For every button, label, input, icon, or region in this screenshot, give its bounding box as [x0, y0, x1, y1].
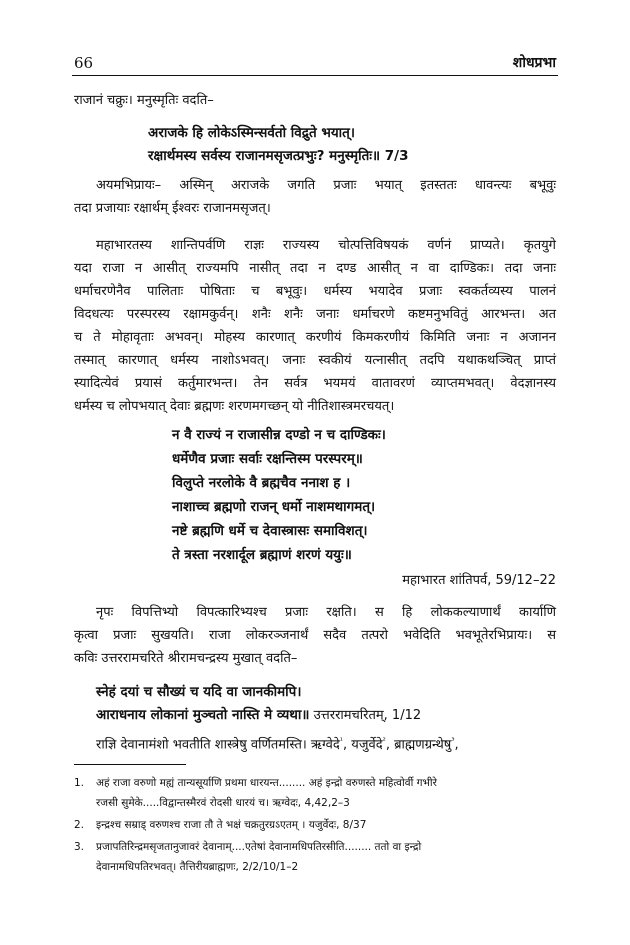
verse-text: आराधनाय लोकानां मुञ्चतो नास्ति मे व्यथा॥ — [96, 707, 310, 723]
verse-line: ते त्रस्ता नरशार्दूल ब्रह्माणं शरणं ययुः॥ — [172, 547, 352, 563]
verse-citation: उत्तररामचरितम्, 1/12 — [313, 708, 422, 723]
footnote — [74, 776, 564, 791]
body-line: धर्माचरणेनैव पालिताः पोषिताः च बभूवुः। धर्मस्य भयादेव प्रजाः स्वकर्तव्यस्य पालनं — [74, 284, 556, 299]
body-line: कृत्वा प्रजाः सुखयति। राजा लोकरञ्जनार्थं सदैव तत्परो भवेदिति भवभूतेरभिप्रायः। स — [74, 628, 556, 643]
verse-line: अराजके हि लोकेऽस्मिन्सर्वतो विद्रुते भयात्। — [148, 125, 355, 141]
body-line: राजानं चक्रुः। मनुस्मृतिः वदति– — [74, 93, 214, 108]
footnote-text: देवानामधिपतिरभवत्। तैत्तिरीयब्राह्मणः, 2/2/10/1–2 — [96, 861, 299, 873]
verse-line: विलुप्ते नरलोके वै ब्रह्मचैव ननाश ह । — [172, 475, 351, 491]
verse-line: नष्टे ब्रह्मणि धर्मे च देवास्त्रासः समाविशत्। — [172, 523, 368, 539]
body-text: राज्ञि देवानामंशो भवतीति शास्त्रेषु वर्णितमस्ति। ऋग्वेदे — [96, 737, 340, 753]
body-line-with-footnotes — [96, 732, 556, 754]
running-title: शोधप्रभा — [512, 55, 556, 71]
footnote-ref[interactable]: ³ — [451, 736, 455, 745]
footnote-text: अहं राजा वरुणो मह्यं तान्यसूर्याणि प्रथमा धारयन्त........ अहं इन्द्रो वरुणस्ते महित्वोर्वी गभीरे — [96, 777, 437, 789]
footnote-number: 3. — [74, 841, 85, 853]
footnote — [74, 840, 564, 855]
verse-line: धर्मेणैव प्रजाः सर्वाः रक्षन्तिस्म परस्परम्॥ — [172, 451, 363, 467]
verse-line: नाशाच्च ब्रह्मणो राजन् धर्मो नाशमथागमत्। — [172, 499, 376, 515]
footnote-text: प्रजापतिरिन्द्रमसृजतानुजावरं देवानाम्....एतेषां देवानामधिपतिरसीति........ ततो वा इन्द्रो — [96, 841, 422, 853]
verse-line: स्नेहं दयां च सौख्यं च यदि वा जानकीमपि। — [96, 684, 302, 700]
verse-line: रक्षार्थमस्य सर्वस्य राजानमसृजत्प्रभुः? मनुस्मृतिः॥ 7/3 — [148, 148, 409, 164]
body-line: कविः उत्तररामचरिते श्रीरामचन्द्रस्य मुखात् वदति– — [74, 651, 298, 666]
footnote-continuation — [74, 860, 586, 875]
body-line: तदा प्रजायाः रक्षार्थम् ईश्वरः राजानमसृजत्। — [74, 201, 271, 216]
body-text: , — [454, 737, 459, 753]
footnote — [74, 818, 564, 833]
page-number: 66 — [74, 54, 94, 72]
footnote-number: 2. — [74, 819, 85, 831]
body-line: नृपः विपत्तिभ्यो विपत्कारिभ्यश्च प्रजाः रक्षति। स हि लोककल्याणार्थं कार्याणि — [96, 605, 556, 620]
body-line: अयमभिप्रायः– अस्मिन् अराजके जगति प्रजाः भयात् इतस्ततः धावन्त्यः बभूवुः — [96, 178, 556, 193]
page-header — [74, 48, 556, 72]
footnote-number: 1. — [74, 777, 85, 789]
body-text: , ब्राह्मणग्रन्थेषु — [385, 737, 452, 753]
verse-line: न वै राज्यं न राजासीन्न दण्डो न च दाण्डिकः। — [172, 427, 386, 443]
body-line: च ते मोहावृताः अभवन्। मोहस्य कारणात् करणीयं किमकरणीयं किमिति जनाः न अजानन — [74, 330, 556, 345]
body-line: स्यादित्येवं प्रयासं कर्तुमारभन्त। तेन सर्वत्र भयमयं वातावरणं व्याप्तमभवत्। वेदज्ञानस्य — [74, 376, 556, 391]
body-line: तस्मात् कारणात् धर्मस्य नाशोऽभवत्। जनाः स्वकीयं यत्नासीत् तदपि यथाकथञ्चित् प्राप्तं — [74, 353, 556, 368]
body-line: विदधत्यः परस्परस्य रक्षामकुर्वन्। शनैः शनैः जनाः धर्माचरणे कष्टमनुभवितुं आरभन्त। अत — [74, 307, 556, 322]
footnote-continuation — [74, 796, 586, 811]
verse-citation: महाभारत शांतिपर्व, 59/12–22 — [402, 573, 556, 588]
header-rule — [72, 75, 558, 76]
footnote-rule — [74, 764, 186, 765]
body-line: यदा राजा न आसीत् राज्यमपि नासीत् तदा न दण्ड आसीत् न वा दाण्डिकः। तदा जनाः — [74, 261, 556, 276]
body-text: , यजुर्वेदे — [343, 737, 383, 753]
footnote-ref[interactable]: ¹ — [339, 736, 344, 745]
footnote-ref[interactable]: ² — [382, 736, 386, 745]
body-line: धर्मस्य च लोपभयात् देवाः ब्रह्मणः शरणमगच्छन् यो नीतिशास्त्रमरचयत्। — [74, 399, 395, 414]
footnote-text: रजसी सुमेके.....विद्वान्तस्मैरवं रोदसी धारयं च। ऋग्वेदः, 4,42,2–3 — [96, 797, 350, 809]
footnote-text: इन्द्रश्च सम्राड् वरुणश्च राजा तौ ते भक्षं चक्रतुरग्रऽएतम् । यजुर्वेदः, 8/37 — [96, 819, 367, 831]
verse-line-with-citation — [96, 706, 556, 725]
body-line: महाभारतस्य शान्तिपर्वणि राज्ञः राज्यस्य चोत्पत्तिविषयकं वर्णनं प्राप्यते। कृतयुगे — [96, 238, 556, 253]
